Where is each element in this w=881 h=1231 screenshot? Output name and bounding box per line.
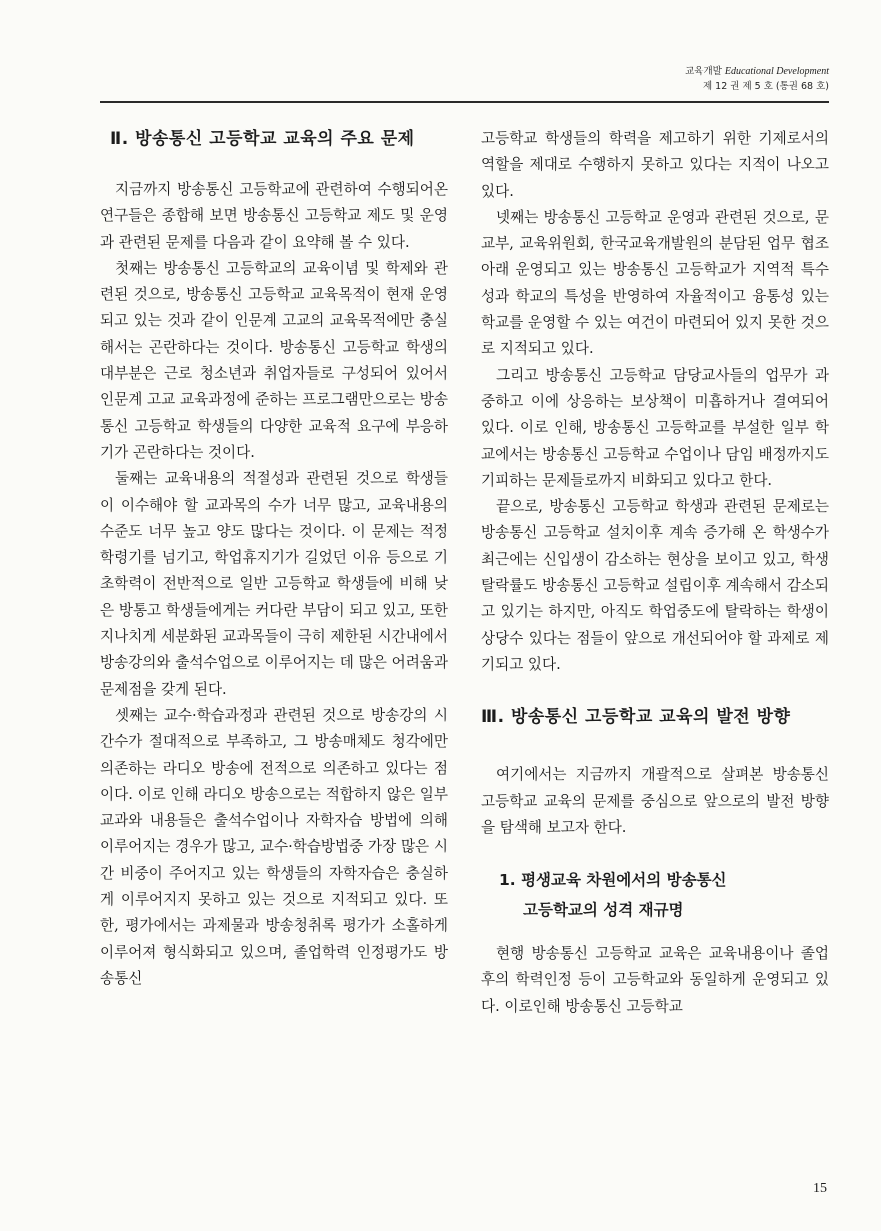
left-column bbox=[100, 126, 448, 992]
section-3-title: Ⅲ. 방송통신 고등학교 교육의 발전 방향 bbox=[481, 707, 791, 728]
paragraph: 현행 방송통신 고등학교 교육은 교육내용이나 졸업후의 학력인정 등이 고등학교와 동일하게 운영되고 있다. 이로인해 방송통신 고등학교 bbox=[481, 945, 829, 1015]
section-intro: 여기에서는 지금까지 개괄적으로 살펴본 방송통신 고등학교 교육의 문제를 중심으로 앞으로의 발전 방향을 탐색해 보고자 한다. bbox=[481, 766, 829, 836]
paragraph: 끝으로, 방송통신 고등학교 학생과 관련된 문제로는 방송통신 고등학교 설치이후 계속 증가해 온 학생수가 최근에는 신입생이 감소하는 현상을 보이고 있고, 학생 탈락률도 방송통신 고등학교 설립이후 계속해서 감소되고 있기는 하지만, 아직도 학업중도에 탈락하는 학생이 상당수 있다는 점들이 앞으로 개선되어야 할 과제로 제기되고 있다. bbox=[481, 498, 829, 673]
running-header bbox=[685, 64, 829, 94]
paragraph: 둘째는 교육내용의 적절성과 관련된 것으로 학생들이 이수해야 할 교과목의 수가 너무 많고, 교육내용의 수준도 너무 높고 양도 많다는 것이다. 이 문제는 적정 학령기를 넘기고, 학업휴지기가 길었던 이유 등으로 기초학력이 전반적으로 일반 고등학교 학생들에 비해 낮은 방통고 학생들에게는 커다란 부담이 되고 있고, 또한 지나치게 세분화된 교과목들이 극히 제한된 시간내에서 방송강의와 출석수업으로 이루어지는 데 많은 어려움과 문제점을 갖게 된다. bbox=[100, 470, 448, 698]
issue-info: 제 12 권 제 5 호 (통권 68 호) bbox=[702, 81, 829, 92]
paragraph: 첫째는 방송통신 고등학교의 교육이념 및 학제와 관련된 것으로, 방송통신 고등학교 교육목적이 현재 운영되고 있는 것과 같이 인문계 고교의 교육목적에만 충실해서는 곤란하다는 것이다. 방송통신 고등학교 학생의 대부분은 근로 청소년과 취업자들로 구성되어 있어서 인문계 고교 교육과정에 준하는 프로그램만으로는 방송통신 고등학교 학생들의 다양한 교육적 요구에 부응하기가 곤란하다는 것이다. bbox=[100, 259, 448, 461]
subsection-1-title bbox=[499, 865, 829, 925]
section-2-title: Ⅱ. 방송통신 고등학교 교육의 주요 문제 bbox=[110, 129, 415, 149]
right-column bbox=[481, 126, 829, 1020]
paragraph: 그리고 방송통신 고등학교 담당교사들의 업무가 과중하고 이에 상응하는 보상책이 미흡하거나 결여되어 있다. 이로 인해, 방송통신 고등학교를 부설한 일부 학교에서는 방송통신 고등학교 수업이나 담임 배정까지도 기피하는 문제들로까지 비화되고 있다고 한다. bbox=[481, 366, 829, 489]
journal-title-en: Educational Development bbox=[724, 66, 829, 77]
paragraph: 넷째는 방송통신 고등학교 운영과 관련된 것으로, 문교부, 교육위원회, 한국교육개발원의 분담된 업무 협조아래 운영되고 있는 방송통신 고등학교가 지역적 특수성과 학교의 특성을 반영하여 자율적이고 융통성 있는 학교를 운영할 수 있는 여건이 마련되어 있지 못한 것으로 지적되고 있다. bbox=[481, 208, 829, 358]
paragraph-continued: 고등학교 학생들의 학력을 제고하기 위한 기제로서의 역할을 제대로 수행하지 못하고 있다는 지적이 나오고 있다. bbox=[481, 130, 829, 200]
header-rule bbox=[100, 101, 829, 103]
paragraph: 셋째는 교수·학습과정과 관련된 것으로 방송강의 시간수가 절대적으로 부족하고, 그 방송매체도 청각에만 의존하는 라디오 방송에 전적으로 의존하고 있다는 점이다. 이로 인해 라디오 방송으로는 적합하지 않은 일부 교과와 내용들은 출석수업이나 자학자습 방법에 의해 이루어지는 경우가 많고, 교수·학습방법중 가장 많은 시간 비중이 주어지고 있는 학생들의 자학자습은 충실하게 이루어지지 못하고 있는 것으로 지적되고 있다. 또한, 평가에서는 과제물과 방송청취록 평가가 소홀하게 이루어져 형식화되고 있으며, 졸업학력 인정평가도 방송통신 bbox=[100, 706, 448, 987]
subsection-title-line2: 고등학교의 성격 재규명 bbox=[523, 901, 684, 920]
journal-title-kr: 교육개발 bbox=[685, 66, 722, 77]
page-number: 15 bbox=[813, 1181, 827, 1196]
paragraph: 지금까지 방송통신 고등학교에 관련하여 수행되어온 연구들은 종합해 보면 방송통신 고등학교 제도 및 운영과 관련된 문제를 다음과 같이 요약해 볼 수 있다. bbox=[100, 181, 448, 251]
subsection-title-line1: 1. 평생교육 차원에서의 방송통신 bbox=[499, 871, 727, 890]
journal-title bbox=[685, 64, 829, 79]
